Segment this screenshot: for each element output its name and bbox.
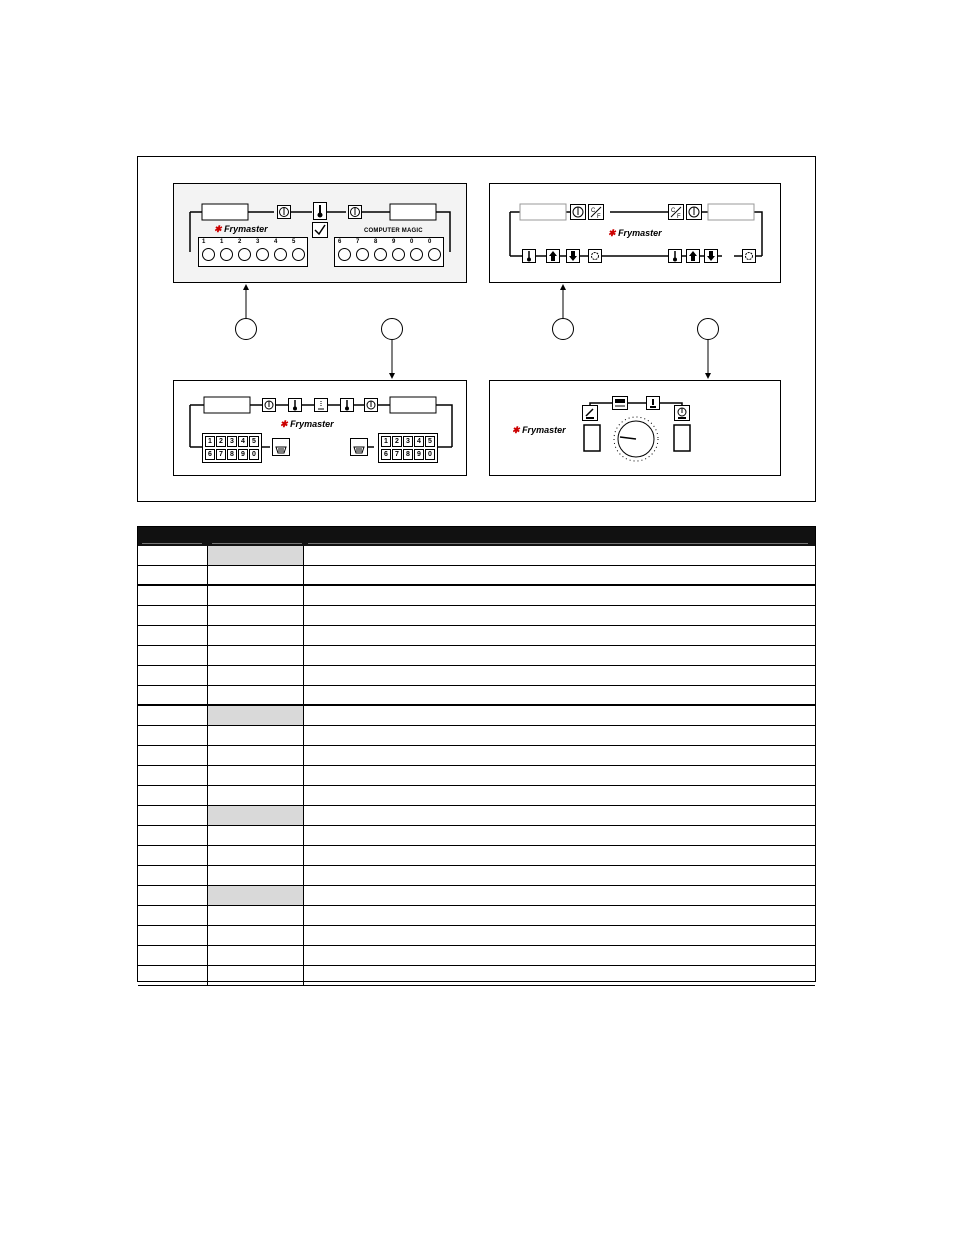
table-cell	[208, 926, 304, 945]
table-cell	[208, 666, 304, 685]
table-cell	[138, 746, 208, 765]
table-cell	[304, 946, 815, 965]
table-cell	[138, 566, 208, 584]
table-row	[138, 826, 815, 846]
keypad-key[interactable]: 0	[425, 449, 435, 460]
svg-text:C: C	[591, 208, 596, 214]
keypad-key[interactable]: 6	[381, 449, 391, 460]
table-cell	[304, 726, 815, 745]
table-cell	[208, 626, 304, 645]
key-label: 4	[274, 239, 278, 245]
table-cell	[304, 906, 815, 925]
key-label: 9	[392, 239, 396, 245]
numeric-keypad	[378, 433, 438, 463]
table-cell	[208, 966, 304, 985]
table-row	[138, 886, 815, 906]
table-cell	[208, 726, 304, 745]
table-row	[138, 606, 815, 626]
table-cell	[138, 606, 208, 625]
keypad-key[interactable]: 1	[381, 436, 391, 447]
svg-text:C: C	[671, 208, 676, 214]
keypad-key[interactable]: 2	[216, 436, 226, 447]
keypad-key[interactable]: 2	[392, 436, 402, 447]
table-cell	[304, 706, 815, 725]
table-cell	[304, 826, 815, 845]
brand-logo: ✱ Frymaster	[280, 419, 334, 429]
numeric-keypad	[202, 433, 262, 463]
table-cell	[304, 746, 815, 765]
power-icon[interactable]	[262, 398, 276, 412]
table-cell	[138, 546, 208, 565]
table-cell	[138, 766, 208, 785]
table-cell	[304, 666, 815, 685]
table-row	[138, 966, 815, 986]
svg-text:F: F	[677, 214, 681, 220]
table-cell	[138, 846, 208, 865]
keypad-key[interactable]: 3	[403, 436, 413, 447]
keypad-key[interactable]: 3	[227, 436, 237, 447]
table-cell	[208, 806, 304, 825]
table-cell	[208, 786, 304, 805]
table-cell	[138, 646, 208, 665]
keypad-key[interactable]: 9	[238, 449, 248, 460]
table-cell	[208, 846, 304, 865]
keypad-key[interactable]: 7	[216, 449, 226, 460]
table-row	[138, 686, 815, 706]
table-cell	[304, 586, 815, 605]
table-cell	[138, 946, 208, 965]
table-row	[138, 746, 815, 766]
table-cell	[208, 766, 304, 785]
callout-arrows	[0, 0, 954, 400]
table-row	[138, 946, 815, 966]
table-cell	[138, 586, 208, 605]
table-cell	[208, 546, 304, 565]
thermometer-icon[interactable]	[340, 398, 354, 412]
table-row	[138, 586, 815, 606]
table-cell	[304, 626, 815, 645]
table-row	[138, 926, 815, 946]
table-cell	[138, 906, 208, 925]
keypad-key[interactable]: 1	[205, 436, 215, 447]
table-cell	[304, 806, 815, 825]
table-cell	[138, 966, 208, 985]
table-cell	[304, 646, 815, 665]
keypad-key[interactable]: 4	[238, 436, 248, 447]
key-label: 6	[338, 239, 342, 245]
table-cell	[138, 886, 208, 905]
table-cell	[208, 866, 304, 885]
key-label: 3	[256, 239, 260, 245]
table-cell	[208, 886, 304, 905]
table-row	[138, 706, 815, 726]
table-cell	[304, 686, 815, 704]
keypad-key[interactable]: 8	[227, 449, 237, 460]
key-label: 7	[356, 239, 360, 245]
table-cell	[138, 786, 208, 805]
table-cell	[304, 546, 815, 565]
table-row	[138, 726, 815, 746]
table-cell	[304, 846, 815, 865]
spec-table	[137, 526, 816, 982]
table-row	[138, 786, 815, 806]
key-label: 1	[202, 239, 206, 245]
table-row	[138, 906, 815, 926]
info-icon[interactable]	[314, 398, 328, 412]
power-icon[interactable]	[364, 398, 378, 412]
table-cell	[208, 906, 304, 925]
table-cell	[208, 686, 304, 704]
power-icon[interactable]	[674, 405, 690, 421]
table-row	[138, 566, 815, 586]
table-cell	[138, 666, 208, 685]
keypad-key[interactable]: 8	[403, 449, 413, 460]
table-cell	[138, 706, 208, 725]
key-label: 0	[410, 239, 414, 245]
basket-icon[interactable]	[272, 438, 290, 456]
keypad-key[interactable]: 6	[205, 449, 215, 460]
basket-icon[interactable]	[350, 438, 368, 456]
table-cell	[208, 746, 304, 765]
key-label: 1	[220, 239, 224, 245]
table-cell	[138, 926, 208, 945]
table-cell	[208, 946, 304, 965]
keypad-key[interactable]: 9	[414, 449, 424, 460]
table-cell	[208, 706, 304, 725]
table-row	[138, 646, 815, 666]
thermometer-icon[interactable]	[288, 398, 302, 412]
brand-logo: ✱ Frymaster	[214, 224, 268, 234]
table-cell	[304, 866, 815, 885]
table-row	[138, 866, 815, 886]
table-row	[138, 626, 815, 646]
table-cell	[138, 626, 208, 645]
table-cell	[304, 566, 815, 584]
table-cell	[208, 826, 304, 845]
keypad-key[interactable]: 5	[249, 436, 259, 447]
keypad-key[interactable]: 7	[392, 449, 402, 460]
table-row	[138, 846, 815, 866]
key-label: 5	[292, 239, 296, 245]
table-cell	[208, 586, 304, 605]
brand-logo: ✱ Frymaster	[608, 228, 662, 238]
table-cell	[304, 766, 815, 785]
key-label: 2	[238, 239, 242, 245]
table-row	[138, 666, 815, 686]
table-cell	[138, 866, 208, 885]
table-row	[138, 766, 815, 786]
table-cell	[304, 786, 815, 805]
table-cell	[138, 826, 208, 845]
table-cell	[138, 806, 208, 825]
table-cell	[138, 686, 208, 704]
table-cell	[208, 646, 304, 665]
keypad-key[interactable]: 4	[414, 436, 424, 447]
product-label: COMPUTER MAGIC	[364, 228, 423, 234]
key-label: 8	[374, 239, 378, 245]
table-cell	[304, 886, 815, 905]
table-cell	[138, 726, 208, 745]
svg-text:F: F	[597, 214, 601, 220]
table-header	[138, 527, 815, 546]
keypad-key[interactable]: 0	[249, 449, 259, 460]
table-cell	[208, 566, 304, 584]
table-cell	[304, 966, 815, 985]
table-row	[138, 546, 815, 566]
brand-logo: ✱ Frymaster	[512, 425, 566, 435]
keypad-key[interactable]: 5	[425, 436, 435, 447]
table-cell	[304, 926, 815, 945]
key-label: 0	[428, 239, 432, 245]
table-cell	[208, 606, 304, 625]
melt-icon[interactable]	[582, 405, 598, 421]
table-row	[138, 806, 815, 826]
table-cell	[304, 606, 815, 625]
